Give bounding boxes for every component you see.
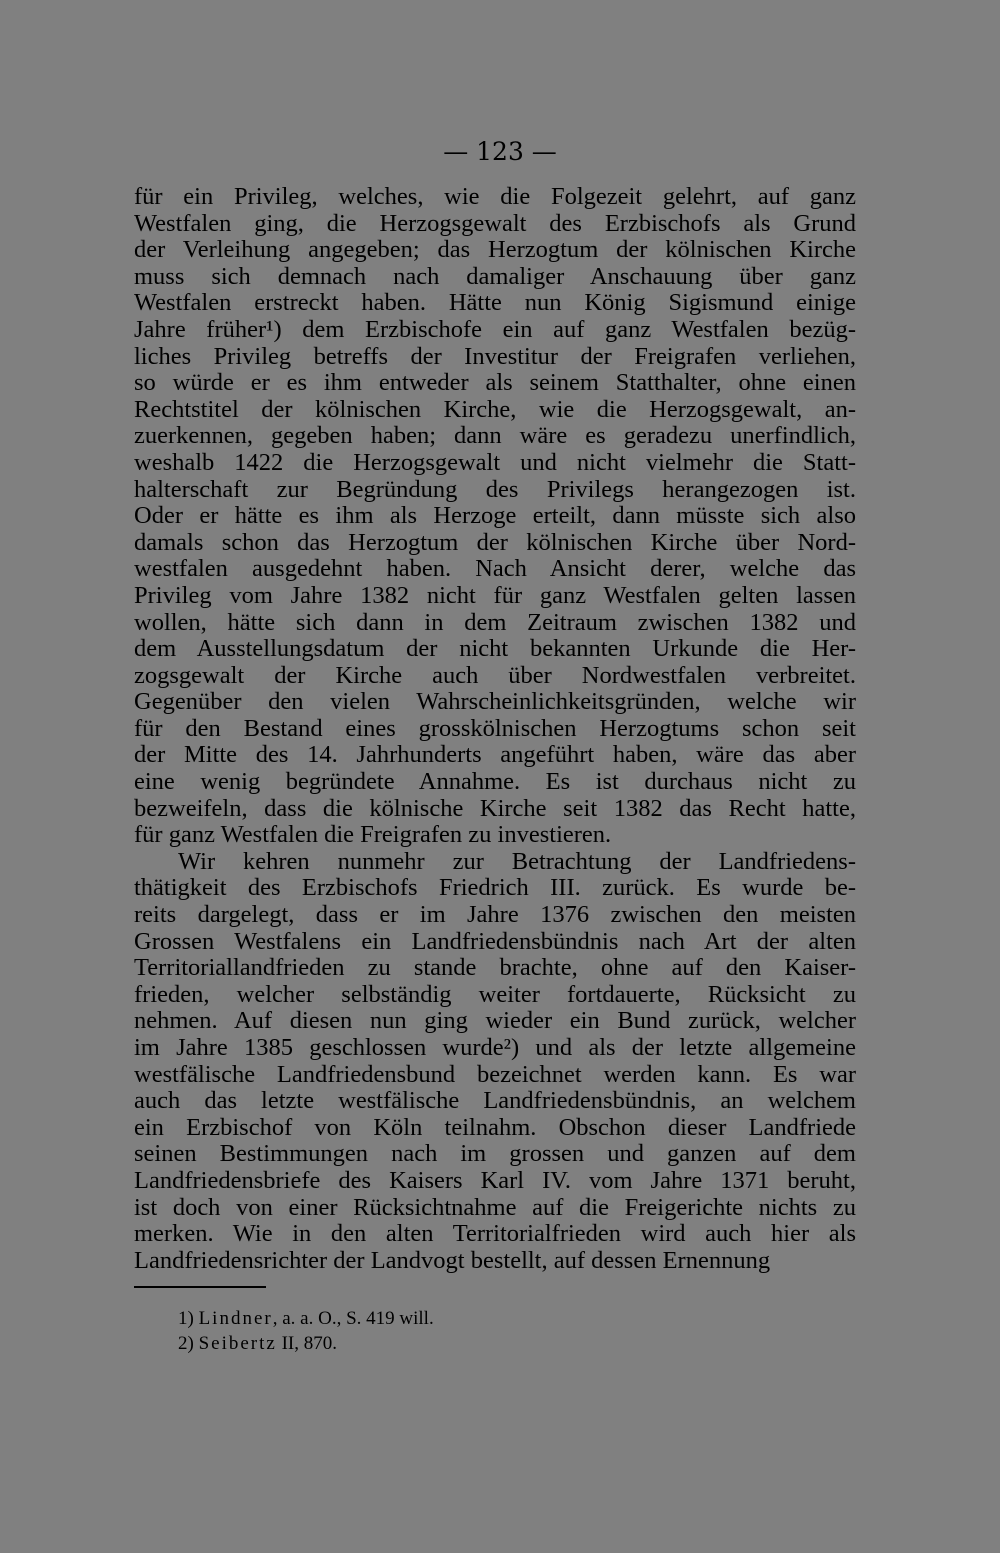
- text-line: dem Ausstellungsdatum der nicht bekannten Urkunde die Her-: [134, 636, 856, 663]
- text-line: damals schon das Herzogtum der kölnischen Kirche über Nord-: [134, 529, 856, 556]
- text-line: westfalen ausgedehnt haben. Nach Ansicht derer, welche das: [134, 556, 856, 583]
- footnote-author: Lindner: [198, 1308, 273, 1329]
- text-line: Wir kehren nunmehr zur Betrachtung der Landfriedens-: [178, 848, 856, 875]
- text-line: der Verleihung angegeben; das Herzogtum der kölnischen Kirche: [134, 237, 856, 264]
- text-line: bezweifeln, dass die kölnische Kirche seit 1382 das Recht hatte,: [134, 795, 856, 822]
- page-number: — 123 —: [443, 137, 557, 166]
- text-line: Jahre früher¹) dem Erzbischofe ein auf ganz Westfalen bezüg-: [134, 316, 856, 343]
- text-line: für ein Privileg, welches, wie die Folgezeit gelehrt, auf ganz: [134, 184, 856, 210]
- text-line: für ganz Westfalen die Freigrafen zu investieren.: [134, 822, 612, 849]
- footnote-text: II, 870.: [276, 1333, 337, 1354]
- text-line: auch das letzte westfälische Landfriedensbündnis, an welchem: [134, 1088, 856, 1115]
- text-line: merken. Wie in den alten Territorialfrieden wird auch hier als: [134, 1221, 856, 1248]
- text-line: ist doch von einer Rücksichtnahme auf die Freigerichte nichts zu: [134, 1194, 856, 1221]
- text-line: Landfriedensbriefe des Kaisers Karl IV. vom Jahre 1371 beruht,: [134, 1167, 856, 1194]
- text-line: so würde er es ihm entweder als seinem Statthalter, ohne einen: [134, 370, 856, 397]
- text-line: wollen, hätte sich dann in dem Zeitraum zwischen 1382 und: [134, 609, 856, 636]
- text-line: Territoriallandfrieden zu stande brachte, ohne auf den Kaiser-: [134, 955, 856, 982]
- text-line: zuerkennen, gegeben haben; dann wäre es geradezu unerfindlich,: [134, 423, 856, 450]
- text-line: thätigkeit des Erzbischofs Friedrich III. zurück. Es wurde be-: [134, 875, 856, 902]
- body-text: [134, 184, 856, 1274]
- text-line: Privileg vom Jahre 1382 nicht für ganz Westfalen gelten lassen: [134, 582, 856, 609]
- text-line: eine wenig begründete Annahme. Es ist durchaus nicht zu: [134, 769, 856, 796]
- text-line: frieden, welcher selbständig weiter fortdauerte, Rücksicht zu: [134, 981, 856, 1008]
- footnote-marker: 2): [178, 1333, 194, 1354]
- paragraph: [134, 184, 856, 849]
- text-line: reits dargelegt, dass er im Jahre 1376 zwischen den meisten: [134, 902, 856, 929]
- footnote: [178, 1306, 778, 1331]
- text-line: Gegenüber den vielen Wahrscheinlichkeitsgründen, welche wir: [134, 689, 856, 716]
- text-line: nehmen. Auf diesen nun ging wieder ein Bund zurück, welcher: [134, 1008, 856, 1035]
- footnote-marker: 1): [178, 1308, 194, 1329]
- paragraph: [134, 849, 856, 1275]
- text-line: muss sich demnach nach damaliger Anschauung über ganz: [134, 263, 856, 290]
- text-line: seinen Bestimmungen nach im grossen und ganzen auf dem: [134, 1141, 856, 1168]
- footnote: [178, 1331, 778, 1356]
- text-line: zogsgewalt der Kirche auch über Nordwestfalen verbreitet.: [134, 662, 856, 689]
- text-line: für den Bestand eines grosskölnischen Herzogtums schon seit: [134, 715, 856, 742]
- footnote-divider: [134, 1286, 266, 1288]
- text-line: Westfalen erstreckt haben. Hätte nun König Sigismund einige: [134, 290, 856, 317]
- text-line: Rechtstitel der kölnischen Kirche, wie die Herzogsgewalt, an-: [134, 396, 856, 423]
- text-line: Grossen Westfalens ein Landfriedensbündnis nach Art der alten: [134, 928, 856, 955]
- text-line: liches Privileg betreffs der Investitur der Freigrafen verliehen,: [134, 343, 856, 370]
- text-line: weshalb 1422 die Herzogsgewalt und nicht vielmehr die Statt-: [134, 449, 856, 476]
- text-line: westfälische Landfriedensbund bezeichnet werden kann. Es war: [134, 1061, 856, 1088]
- text-line: Landfriedensrichter der Landvogt bestellt, auf dessen Ernennung: [134, 1247, 771, 1274]
- text-line: ein Erzbischof von Köln teilnahm. Obschon dieser Landfriede: [134, 1114, 856, 1141]
- text-line: im Jahre 1385 geschlossen wurde²) und als der letzte allgemeine: [134, 1035, 856, 1061]
- text-line: der Mitte des 14. Jahrhunderts angeführt haben, wäre das aber: [134, 742, 856, 769]
- footnote-author: Seibertz: [198, 1333, 277, 1354]
- text-line: Oder er hätte es ihm als Herzoge erteilt, dann müsste sich also: [134, 503, 856, 530]
- text-line: halterschaft zur Begründung des Privilegs herangezogen ist.: [134, 476, 856, 503]
- text-line: Westfalen ging, die Herzogsgewalt des Erzbischofs als Grund: [134, 210, 856, 237]
- footnote-text: , a. a. O., S. 419 will.: [272, 1308, 434, 1329]
- footnotes: [178, 1306, 778, 1356]
